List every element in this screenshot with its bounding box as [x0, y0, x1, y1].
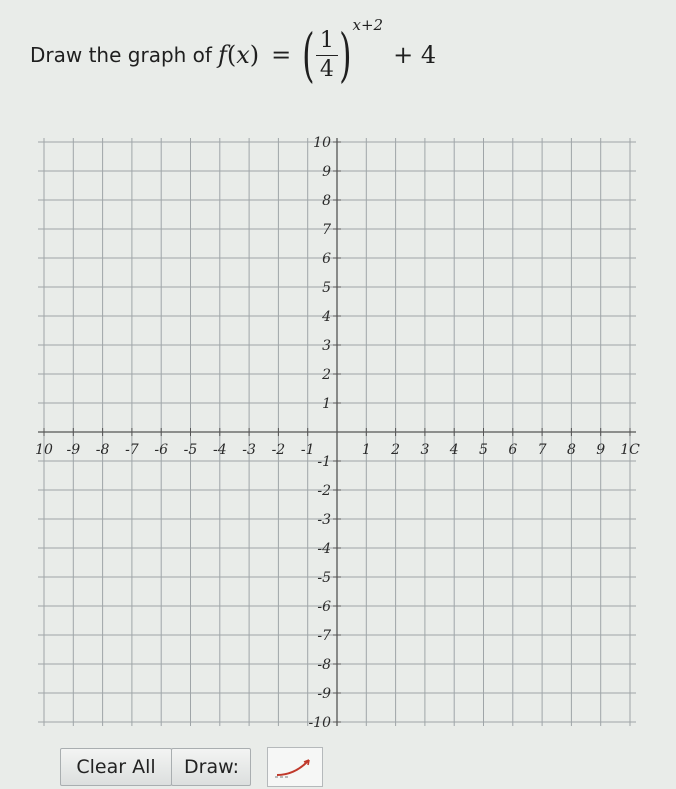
prompt-text: Draw the graph of [30, 43, 212, 67]
x-tick-label: 7 [537, 442, 547, 458]
x-tick-label: 4 [449, 442, 459, 458]
y-tick-label: 7 [322, 222, 331, 238]
function-open-paren: ( [226, 41, 237, 69]
x-tick-label: 2 [391, 442, 401, 458]
y-tick-label: 10 [313, 135, 331, 151]
x-tick-label: -5 [183, 442, 198, 458]
y-tick-label: 9 [322, 164, 331, 180]
x-tick-label: 6 [508, 442, 518, 458]
clear-all-button[interactable]: Clear All [60, 748, 172, 786]
right-paren: ) [338, 21, 352, 89]
y-tick-label: 8 [322, 193, 331, 209]
fraction-numerator: 1 [316, 30, 338, 56]
curve-tool-button[interactable] [267, 747, 323, 787]
x-tick-label: -3 [242, 442, 256, 458]
x-tick-label: -9 [66, 442, 81, 458]
x-tick-label: 9 [596, 442, 606, 458]
fraction-base [316, 27, 338, 82]
x-tick-label: 10 [35, 442, 53, 458]
x-tick-label: -4 [212, 442, 227, 458]
y-tick-label: 4 [322, 309, 331, 325]
function-close-paren: ) [249, 41, 260, 69]
fraction-denominator: 4 [319, 56, 334, 82]
equals-sign: = [271, 41, 292, 69]
draw-label: Draw: [171, 748, 251, 786]
curve-tool-icon [273, 754, 317, 780]
x-tick-label: -6 [154, 442, 169, 458]
y-tick-label: -9 [317, 686, 331, 702]
function-variable: x [236, 41, 250, 69]
constant-term: + 4 [393, 41, 437, 69]
y-tick-label: -2 [317, 483, 331, 499]
graph-toolbar [60, 747, 323, 787]
y-tick-label: -4 [317, 541, 331, 557]
question-prompt [30, 16, 437, 89]
y-tick-label: 5 [322, 280, 331, 296]
y-tick-label: -8 [317, 657, 331, 673]
y-tick-label: -7 [317, 628, 331, 644]
y-tick-label: -10 [308, 715, 331, 731]
y-tick-label: 6 [322, 251, 331, 267]
x-tick-label: 1C [620, 442, 640, 458]
function-name: f [217, 41, 227, 69]
exponent: x+2 [352, 16, 384, 34]
function-expression [217, 16, 437, 89]
x-tick-label: -8 [95, 442, 110, 458]
y-tick-label: 2 [322, 367, 331, 383]
y-tick-label: -3 [317, 512, 331, 528]
x-tick-label: -7 [125, 442, 139, 458]
x-tick-label: 8 [566, 442, 576, 458]
x-tick-label: -2 [271, 442, 286, 458]
y-tick-label: -1 [317, 454, 331, 470]
y-tick-label: 1 [322, 396, 331, 412]
y-tick-label: -6 [317, 599, 331, 615]
x-tick-label: -1 [300, 442, 315, 458]
x-tick-label: 5 [479, 442, 488, 458]
coordinate-grid[interactable] [0, 128, 676, 748]
x-tick-label: 3 [420, 442, 430, 458]
left-paren: ( [302, 21, 315, 89]
graph-canvas[interactable] [0, 128, 676, 748]
x-tick-label: 1 [361, 442, 371, 458]
y-tick-label: 3 [322, 338, 331, 354]
y-tick-label: -5 [317, 570, 331, 586]
